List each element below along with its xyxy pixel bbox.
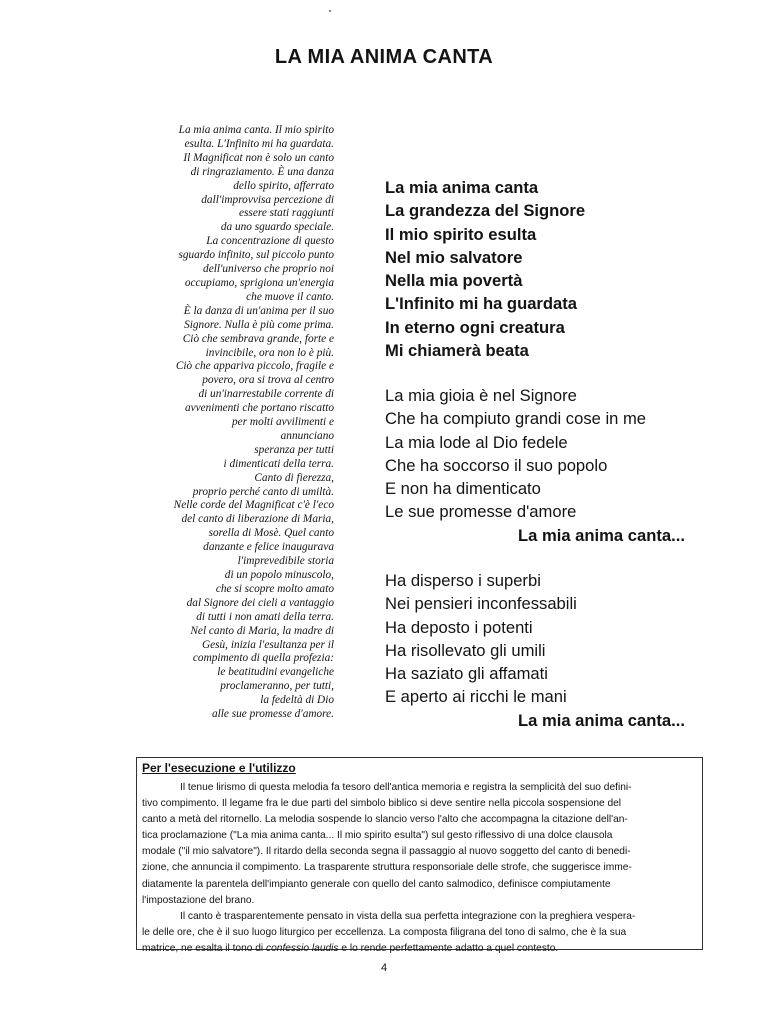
intro-line: esulta. L'Infinito mi ha guardata. bbox=[184, 137, 334, 150]
intro-line: dell'universo che proprio noi bbox=[203, 263, 334, 276]
verse-1-refrain-line-wrap bbox=[385, 524, 725, 547]
intro-line: sguardo infinito, sul piccolo punto bbox=[178, 249, 334, 262]
intro-line: Ciò che appariva piccolo, fragile e bbox=[175, 360, 334, 373]
verse-1-line: Che ha compiuto grandi cose in me bbox=[385, 409, 647, 429]
refrain-line: In eterno ogni creatura bbox=[385, 317, 565, 337]
verse-1-line: La mia lode al Dio fedele bbox=[385, 432, 568, 452]
intro-line: le beatitudini evangeliche bbox=[217, 666, 334, 679]
intro-line: i dimenticati della terra. bbox=[223, 457, 334, 470]
intro-line: che si scopre molto amato bbox=[215, 582, 334, 595]
intro-line: dal Signore dei cieli a vantaggio bbox=[186, 596, 334, 609]
verse-2-line: Ha disperso i superbi bbox=[385, 571, 541, 590]
verse-2-line: Ha deposto i potenti bbox=[385, 617, 533, 637]
refrain-line: La grandezza del Signore bbox=[385, 201, 586, 221]
intro-line: la fedeltà di Dio bbox=[260, 694, 334, 707]
intro-line: povero, ora si trova al centro bbox=[202, 374, 334, 387]
notes-body bbox=[142, 780, 697, 941]
notes-line: le delle ore, che è il suo luogo liturgico per eccellenza. La composta filigrana del tono di salmo, che è la sua bbox=[142, 926, 627, 938]
notes-line: diatamente la parentela dell'impianto generale con quello del canto salmodico, definisce compiutamente bbox=[142, 878, 611, 890]
intro-line: dall'improvvisa percezione di bbox=[201, 193, 334, 206]
notes-line: canto a metà del ritornello. La melodia sospende lo slancio verso l'alto che accompagna la citazione dell'an- bbox=[142, 814, 628, 826]
notes-last-italic: confessio laudis bbox=[266, 942, 339, 954]
refrain-line: Mi chiamerà beata bbox=[385, 341, 529, 361]
page-number: 4 bbox=[380, 962, 388, 974]
intro-line: di tutti i non amati della terra. bbox=[196, 610, 334, 623]
intro-line: di ringraziamento. È una danza bbox=[190, 165, 334, 178]
notes-title: Per l'esecuzione e l'utilizzo bbox=[142, 761, 296, 775]
intro-line: Il Magnificat non è solo un canto bbox=[183, 151, 334, 164]
intro-line: Nel canto di Maria, la madre di bbox=[190, 624, 334, 637]
refrain-line: Il mio spirito esulta bbox=[385, 224, 537, 244]
notes-line: modale ("il mio salvatore"). Il ritardo della seconda segna il passaggio al nuovo soggetto del canto di benedi- bbox=[142, 846, 631, 858]
intro-line: Ciò che sembrava grande, forte e bbox=[182, 332, 334, 345]
notes-line: Il tenue lirismo di questa melodia fa tesoro dell'antica memoria e registra la semplicità del suo defini- bbox=[180, 782, 632, 793]
intro-line: l'imprevedibile storia bbox=[237, 555, 334, 568]
verse-2-stanza bbox=[385, 569, 725, 709]
verse-2-line: E aperto ai ricchi le mani bbox=[385, 687, 567, 707]
intro-line: occupiamo, sprigiona un'energia bbox=[184, 276, 334, 289]
intro-line: La concentrazione di questo bbox=[206, 235, 334, 248]
verse-1-stanza bbox=[385, 384, 725, 524]
verse-1-line: E non ha dimenticato bbox=[385, 479, 541, 499]
verse-2-line: Ha saziato gli affamati bbox=[385, 664, 548, 684]
intro-line: La mia anima canta. Il mio spirito bbox=[178, 124, 334, 136]
verse-2-refrain: La mia anima canta... bbox=[518, 711, 685, 730]
intro-line: È la danza di un'anima per il suo bbox=[183, 304, 334, 317]
intro-line: danzante e felice inaugurava bbox=[203, 541, 334, 554]
notes-line: tica proclamazione ("La mia anima canta... Il mio spirito esulta") sul gesto riflessivo di una dolce clausola bbox=[142, 830, 613, 842]
intro-line: Gesù, inizia l'esultanza per il bbox=[201, 638, 334, 651]
intro-line: proclameranno, per tutti, bbox=[220, 680, 334, 693]
stray-mark bbox=[329, 10, 331, 12]
intro-line: di un'inarrestabile corrente di bbox=[198, 388, 334, 401]
intro-line: compimento di quella profezia: bbox=[192, 652, 334, 665]
intro-line: da uno sguardo speciale. bbox=[220, 221, 334, 234]
notes-last-line bbox=[142, 941, 697, 957]
verse-1-line: Le sue promesse d'amore bbox=[385, 502, 577, 522]
verse-1-line: Che ha soccorso il suo popolo bbox=[385, 455, 608, 475]
intro-text bbox=[128, 124, 334, 722]
verse-2-line: Ha risollevato gli umili bbox=[385, 640, 546, 660]
page-title: LA MIA ANIMA CANTA bbox=[274, 46, 494, 68]
notes-line: l'impostazione del brano. bbox=[142, 894, 255, 906]
refrain-stanza bbox=[385, 176, 725, 362]
verse-1-refrain: La mia anima canta... bbox=[518, 526, 685, 545]
intro-line: essere stati raggiunti bbox=[239, 207, 334, 220]
verse-2-line: Nei pensieri inconfessabili bbox=[385, 594, 577, 614]
intro-line: sorella di Mosè. Quel canto bbox=[208, 527, 334, 540]
refrain-line: Nella mia povertà bbox=[385, 271, 523, 291]
notes-line: tivo compimento. Il legame fra le due parti del simbolo biblico si deve sentire nella piccola sospensione del bbox=[142, 798, 622, 810]
intro-line: alle sue promesse d'amore. bbox=[211, 708, 334, 721]
verse-1-line: La mia gioia è nel Signore bbox=[385, 386, 577, 405]
intro-line: del canto di liberazione di Maria, bbox=[181, 513, 334, 526]
intro-line: che muove il canto. bbox=[246, 290, 334, 303]
notes-last-after: e lo rende perfettamente adatto a quel contesto. bbox=[338, 942, 559, 954]
notes-line: Il canto è trasparentemente pensato in vista della sua perfetta integrazione con la preghiera vespera- bbox=[180, 910, 636, 922]
intro-line: di un popolo minuscolo, bbox=[224, 569, 334, 581]
intro-line: Nelle corde del Magnificat c'è l'eco bbox=[173, 499, 334, 512]
intro-line: dello spirito, afferrato bbox=[233, 179, 334, 192]
refrain-line: La mia anima canta bbox=[385, 178, 539, 197]
notes-box bbox=[136, 757, 703, 954]
intro-line: speranza per tutti bbox=[254, 443, 334, 456]
refrain-line: Nel mio salvatore bbox=[385, 247, 523, 267]
verse-2-refrain-line-wrap bbox=[385, 709, 725, 732]
refrain-line: L'Infinito mi ha guardata bbox=[385, 294, 578, 314]
intro-line: invincibile, ora non lo è più. bbox=[205, 346, 334, 359]
notes-last-before: matrice, ne esalta il tono di bbox=[142, 942, 267, 954]
intro-line: Canto di fierezza, bbox=[254, 471, 334, 484]
notes-line: zione, che annuncia il compimento. La trasparente struttura responsoriale delle strofe, che suggerisce imme- bbox=[142, 862, 632, 874]
intro-line: annunciano bbox=[280, 429, 334, 442]
intro-line: avvenimenti che portano riscatto bbox=[184, 402, 334, 415]
intro-line: Signore. Nulla è più come prima. bbox=[184, 318, 334, 331]
intro-line: per molti avvilimenti e bbox=[232, 416, 334, 429]
intro-line: proprio perché canto di umiltà. bbox=[192, 485, 334, 498]
